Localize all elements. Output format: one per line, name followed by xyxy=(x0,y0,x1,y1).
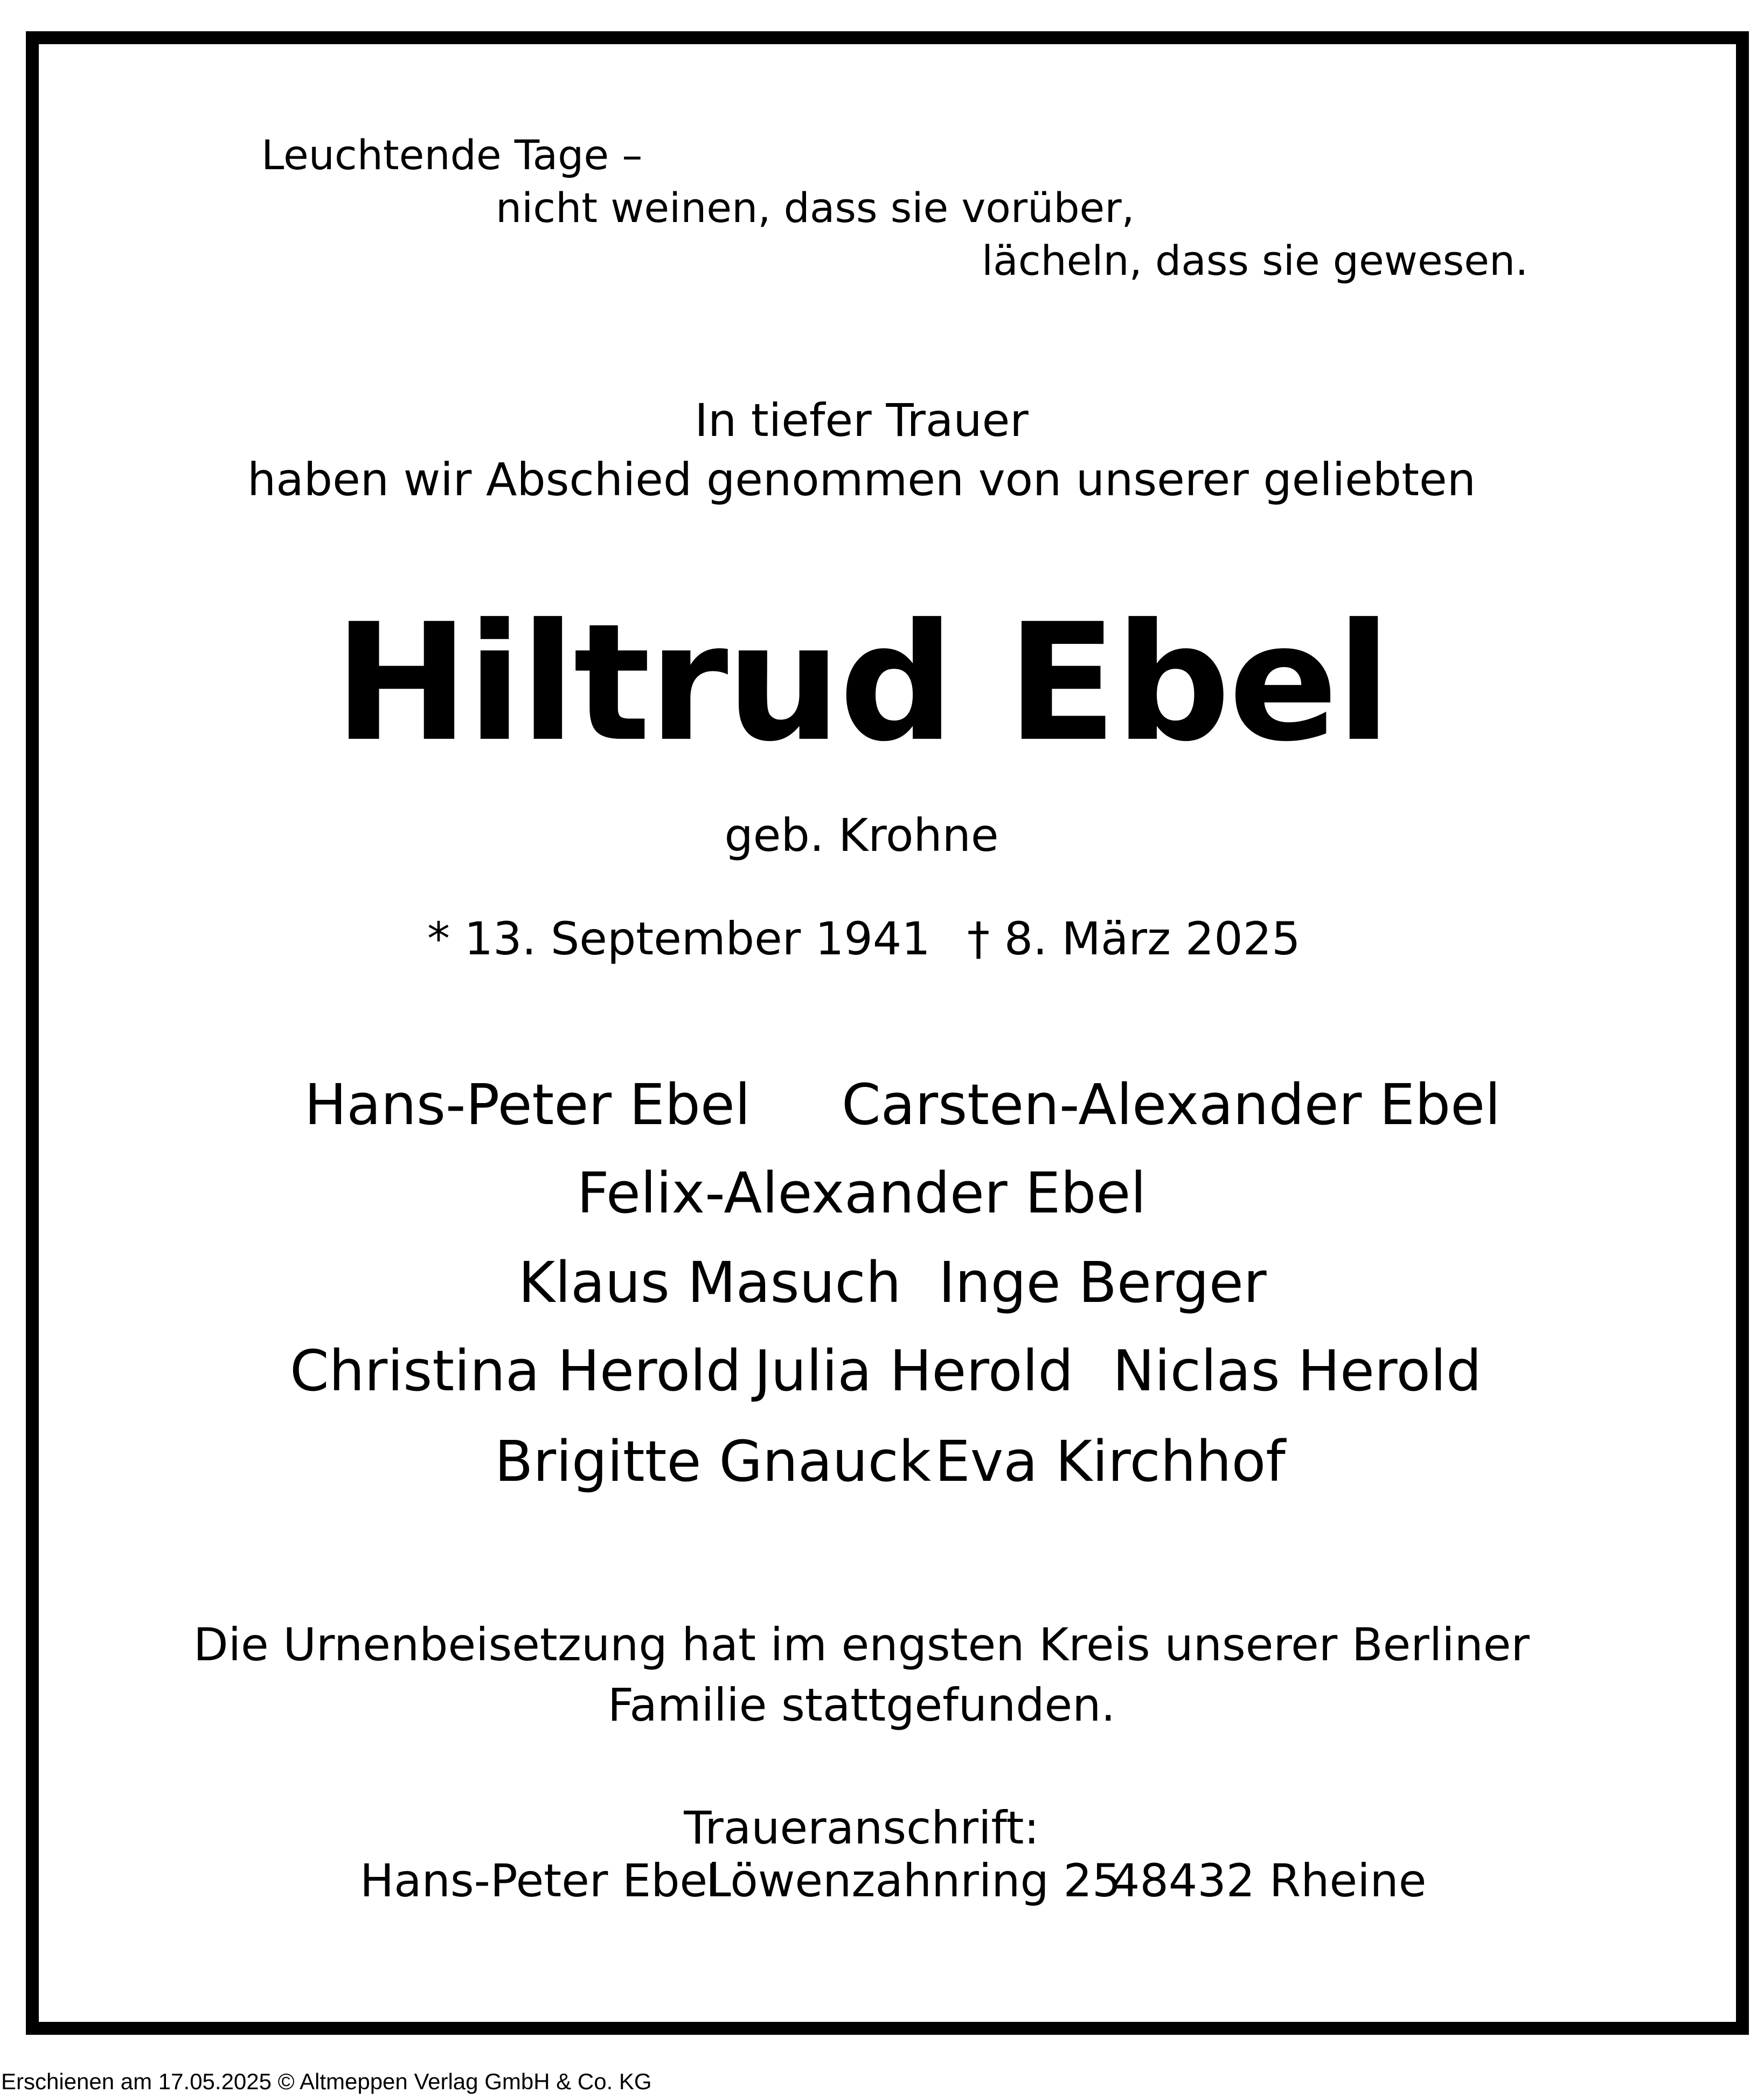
mourner-brigitte-gnauck: Brigitte Gnauck xyxy=(495,1429,932,1494)
address-street: Löwenzahnring 25 xyxy=(706,1854,1121,1907)
obituary-frame xyxy=(26,31,1749,2035)
deceased-name: Hiltrud Ebel xyxy=(334,589,1390,777)
mourner-niclas-herold: Niclas Herold xyxy=(1113,1338,1482,1404)
address-name: Hans-Peter Ebel xyxy=(360,1854,720,1907)
mourner-inge-berger: Inge Berger xyxy=(939,1250,1267,1315)
poem-line-1: Leuchtende Tage – xyxy=(261,131,643,179)
mourner-felix-alexander-ebel: Felix-Alexander Ebel xyxy=(577,1160,1147,1226)
publication-credit: Erschienen am 17.05.2025 © Altmeppen Verlag GmbH & Co. KG xyxy=(1,2069,652,2094)
mourner-carsten-alexander-ebel: Carsten-Alexander Ebel xyxy=(842,1072,1501,1138)
death-date: † 8. März 2025 xyxy=(967,912,1301,965)
intro-line-2: haben wir Abschied genommen von unserer geliebten xyxy=(247,453,1476,506)
mourner-julia-herold: Julia Herold xyxy=(754,1338,1074,1404)
birth-date: * 13. September 1941 xyxy=(427,912,930,965)
burial-note-line-1: Die Urnenbeisetzung hat im engsten Kreis unserer Berliner xyxy=(193,1618,1530,1671)
intro-line-1: In tiefer Trauer xyxy=(695,394,1029,447)
mourner-klaus-masuch: Klaus Masuch xyxy=(518,1250,901,1315)
mourner-hans-peter-ebel: Hans-Peter Ebel xyxy=(304,1072,751,1138)
address-city: 48432 Rheine xyxy=(1111,1854,1427,1907)
burial-note-line-2: Familie stattgefunden. xyxy=(607,1679,1116,1731)
poem-line-2: nicht weinen, dass sie vorüber, xyxy=(496,184,1135,232)
mourner-eva-kirchhof: Eva Kirchhof xyxy=(935,1429,1286,1494)
poem-line-3: lächeln, dass sie gewesen. xyxy=(982,237,1529,285)
maiden-name: geb. Krohne xyxy=(724,809,999,862)
mourner-christina-herold: Christina Herold xyxy=(290,1338,741,1404)
address-label: Traueranschrift: xyxy=(684,1801,1039,1854)
